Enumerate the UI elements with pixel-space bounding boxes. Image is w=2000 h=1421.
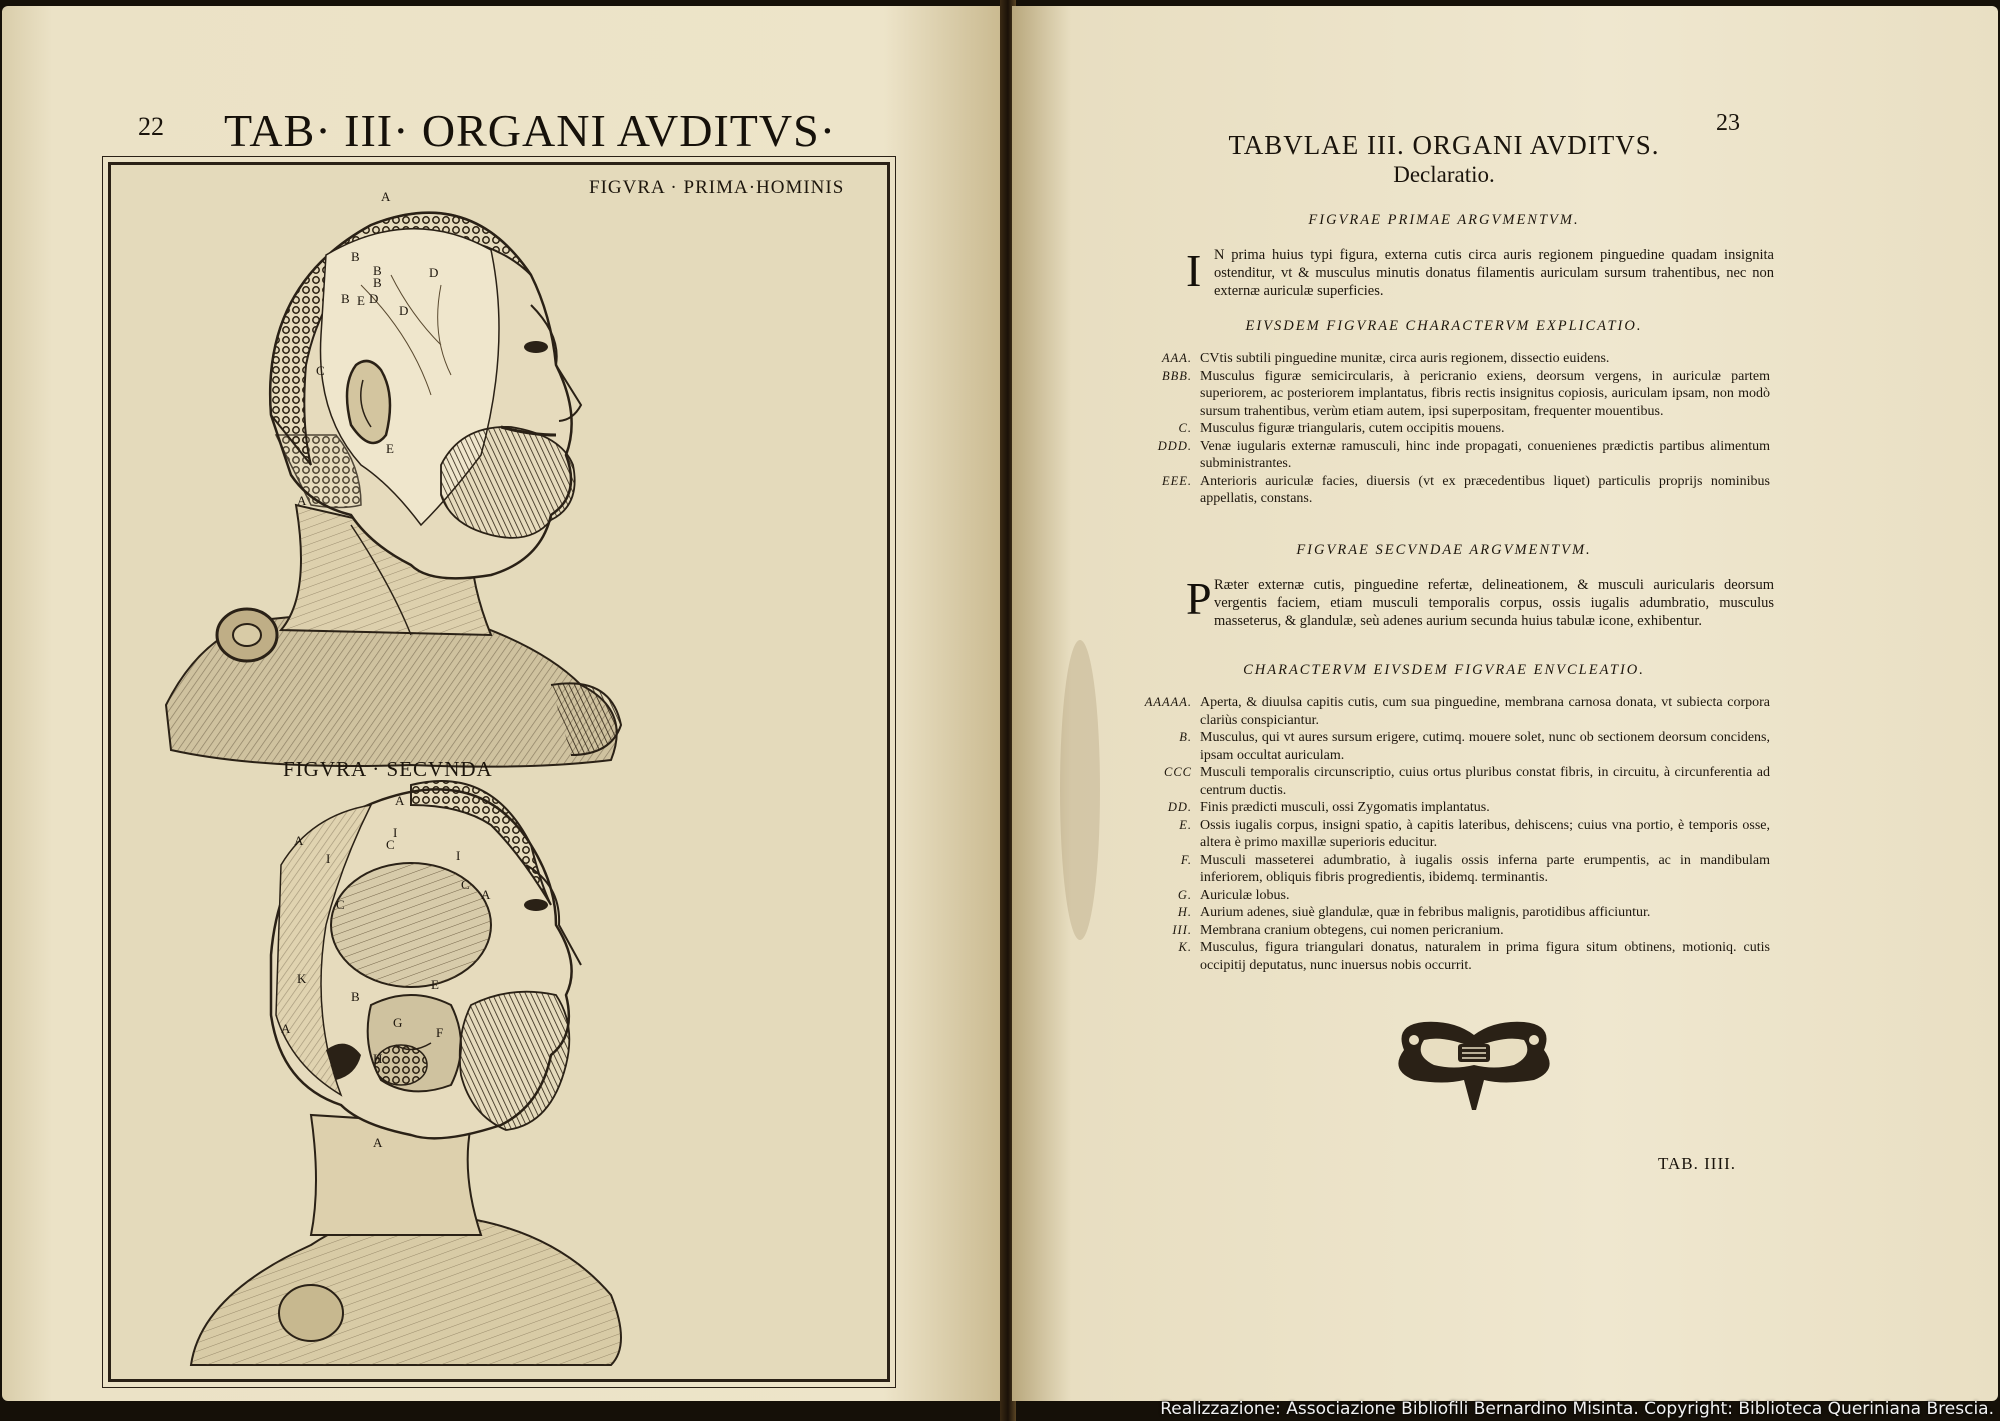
legend-entry <box>1120 904 1780 922</box>
legend-text: Ossis iugalis corpus, insigni spatio, à capitis lateribus, dehiscens; cuius vna portio, è temporis osse, altera è primo maxillæ superioris educitur. <box>1200 817 1770 850</box>
legend-entry <box>1120 473 1780 508</box>
fig2-letter: I <box>393 825 398 840</box>
fig1-letter: A <box>381 189 391 204</box>
legend-entry <box>1120 764 1780 799</box>
legend-text: Aperta, & diuulsa capitis cutis, cum sua pinguedine, membrana carnosa donata, vt subiecta corpora clariùs conspiciantur. <box>1200 695 1770 728</box>
section-heading: CHARACTERVM EIVSDEM FIGVRAE ENVCLEATIO. <box>1243 662 1645 678</box>
fig2-letter: H <box>373 1051 383 1066</box>
anatomical-plate <box>108 162 890 1382</box>
legend-entry <box>1120 799 1780 817</box>
section-heading: FIGVRAE PRIMAE ARGVMENTVM. <box>1308 212 1580 228</box>
legend-entry <box>1120 922 1780 940</box>
fig2-letter: C <box>461 877 470 892</box>
figure-one-legend <box>1120 350 1780 508</box>
legend-key: DD. <box>1167 800 1192 814</box>
declaration-title: TABVLAE III. ORGANI AVDITVS. <box>1228 130 1660 160</box>
fig2-letter: E <box>431 977 439 992</box>
left-page-number: 22 <box>138 112 164 141</box>
legend-text: Musculi masseterei adumbratio, à iugalis ossis inferna parte erumpentis, ac in mandibulam inferiorem, obliquis fibris progredientis, ibidemq. terminantis. <box>1200 852 1770 885</box>
legend-text: Membrana cranium obtegens, cui nomen pericranium. <box>1200 922 1504 938</box>
fig2-letter: K <box>297 971 307 986</box>
fig1-letter: B <box>341 291 350 306</box>
figure-two-argument: Ræter externæ cutis, pinguedine refertæ, delineationem, & musculi auricularis deorsum vergentis faciem, etiam musculi temporalis corpus, ossis iugalis adumbratio, musculus masseterus, & glandulæ, seù adenes aurium secunda huius tabulæ icone, exhibentur. <box>1214 577 1774 629</box>
fig2-letter: A <box>373 1135 383 1150</box>
fig2-letter: A <box>281 1021 291 1036</box>
legend-key: B. <box>1179 730 1192 744</box>
fig1-letter: B <box>373 263 382 278</box>
legend-key: BBB. <box>1161 368 1192 383</box>
fig1-letter: B <box>351 249 360 264</box>
fig2-letter: F <box>436 1025 444 1040</box>
fig2-letter: G <box>393 1015 403 1030</box>
catchword: TAB. IIII. <box>1658 1154 1737 1173</box>
fig1-letter: A <box>297 493 307 508</box>
legend-key: III. <box>1172 922 1192 937</box>
legend-text: Auriculæ lobus. <box>1200 887 1290 903</box>
legend-key: C. <box>1178 421 1192 435</box>
legend-key: AAAAA. <box>1144 695 1192 709</box>
fig2-letter: C <box>386 837 395 852</box>
legend-key: CCC <box>1163 765 1192 779</box>
fig2-letter: B <box>351 989 360 1004</box>
fig2-letter: A <box>294 833 304 848</box>
legend-key: G. <box>1177 887 1192 902</box>
section-heading: FIGVRAE SECVNDAE ARGVMENTVM. <box>1296 542 1592 558</box>
fig2-letter: C <box>336 897 345 912</box>
drop-capital: I <box>1186 245 1202 296</box>
declaration-subtitle: Declaratio. <box>1393 162 1495 187</box>
figure-two-head <box>191 781 621 1365</box>
legend-entry <box>1120 420 1780 438</box>
figure-one-argument: N prima huius typi figura, externa cutis circa auris regionem pinguedine quadam insignita ostenditur, vt & musculus minutis donatus filamentis auriculam sursum trahentibus, nec non externæ auriculæ superficies. <box>1214 247 1774 299</box>
fig2-letter: A <box>395 793 405 808</box>
legend-entry <box>1120 939 1780 974</box>
legend-text: Musculus, figura triangulari donatus, naturalem in prima figura situm obtinens, motioniq. cutis occipitij deputatus, nunc inuersus nobis occurrit. <box>1200 940 1770 973</box>
fig1-letter: E <box>386 441 394 456</box>
legend-entry <box>1120 817 1780 852</box>
legend-entry <box>1120 729 1780 764</box>
section-heading: EIVSDEM FIGVRAE CHARACTERVM EXPLICATIO. <box>1245 318 1643 334</box>
fig1-letter: D <box>429 265 439 280</box>
legend-key: H. <box>1177 905 1192 919</box>
figure-two-legend <box>1120 694 1780 974</box>
legend-text: Anterioris auriculæ facies, diuersis (vt ex præcedentibus liquet) particulis proprijs nominibus appellatis, constans. <box>1200 473 1770 506</box>
legend-key: AAA. <box>1161 351 1192 365</box>
legend-key: E. <box>1179 817 1192 832</box>
legend-entry <box>1120 852 1780 887</box>
legend-text: Musculus, qui vt aures sursum erigere, cutimq. mouere solet, nunc ob sectionem deorsum concidens, ipsam occultat auriculam. <box>1200 730 1770 763</box>
fig2-letter: I <box>456 848 461 863</box>
drop-capital: P <box>1186 573 1212 624</box>
fig1-letter: B <box>373 275 382 290</box>
fig1-letter: E <box>357 293 365 308</box>
fig1-letter: D <box>399 303 409 318</box>
engraving-illustration <box>111 165 887 1379</box>
legend-key: DDD. <box>1157 438 1192 453</box>
copyright-credits: Realizzazione: Associazione Bibliofili Bernardino Misinta. Copyright: Biblioteca Queriniana Brescia. <box>1160 1399 1994 1419</box>
legend-text: Musculus figuræ triangularis, cutem occipitis mouens. <box>1200 421 1505 436</box>
figure-two-label: FIGVRA · SECVNDA <box>283 757 493 781</box>
legend-key: K. <box>1178 940 1192 954</box>
legend-key: EEE. <box>1161 473 1192 488</box>
fig2-letter: A <box>481 887 491 902</box>
tailpiece-ornament-icon <box>1384 1010 1564 1120</box>
legend-entry <box>1120 368 1780 421</box>
fig2-letter: I <box>326 851 331 866</box>
legend-entry <box>1120 438 1780 473</box>
legend-text: Aurium adenes, siuè glandulæ, quæ in febribus malignis, parotidibus afficiuntur. <box>1200 905 1651 920</box>
legend-key: F. <box>1180 852 1192 867</box>
legend-text: CVtis subtili pinguedine munitæ, circa auris regionem, dissectio euidens. <box>1200 351 1610 366</box>
figure-one-label: FIGVRA · PRIMA·HOMINIS <box>589 177 845 198</box>
legend-text: Musculi temporalis circunscriptio, cuius ortus pluribus constat fibris, in circuitu, à circunferentia ad centrum ductis. <box>1200 765 1770 798</box>
fig1-letter: C <box>316 363 325 378</box>
right-page-number: 23 <box>1716 110 1740 136</box>
fig1-letter: D <box>369 291 379 306</box>
legend-text: Musculus figuræ semicircularis, à pericranio exiens, deorsum vergens, in auriculæ partem superiorem, ac posteriorem implantatus, fibris rectis insignitus copiosis, auriculam ipsam, non modò sursum trahentibus, verùm etiam autem, ipsi superpositam, frequenter mouentibus. <box>1200 368 1770 419</box>
legend-entry <box>1120 350 1780 368</box>
legend-text: Finis prædicti musculi, ossi Zygomatis implantatus. <box>1200 800 1490 815</box>
legend-text: Venæ iugularis externæ ramusculi, hinc inde propagati, conuenienes prædictis partibus alimentum subministrantes. <box>1200 438 1770 471</box>
plate-title: TAB· III· ORGANI AVDITVS· <box>224 105 837 156</box>
legend-entry <box>1120 887 1780 905</box>
legend-entry <box>1120 694 1780 729</box>
figure-one-head <box>166 213 621 767</box>
